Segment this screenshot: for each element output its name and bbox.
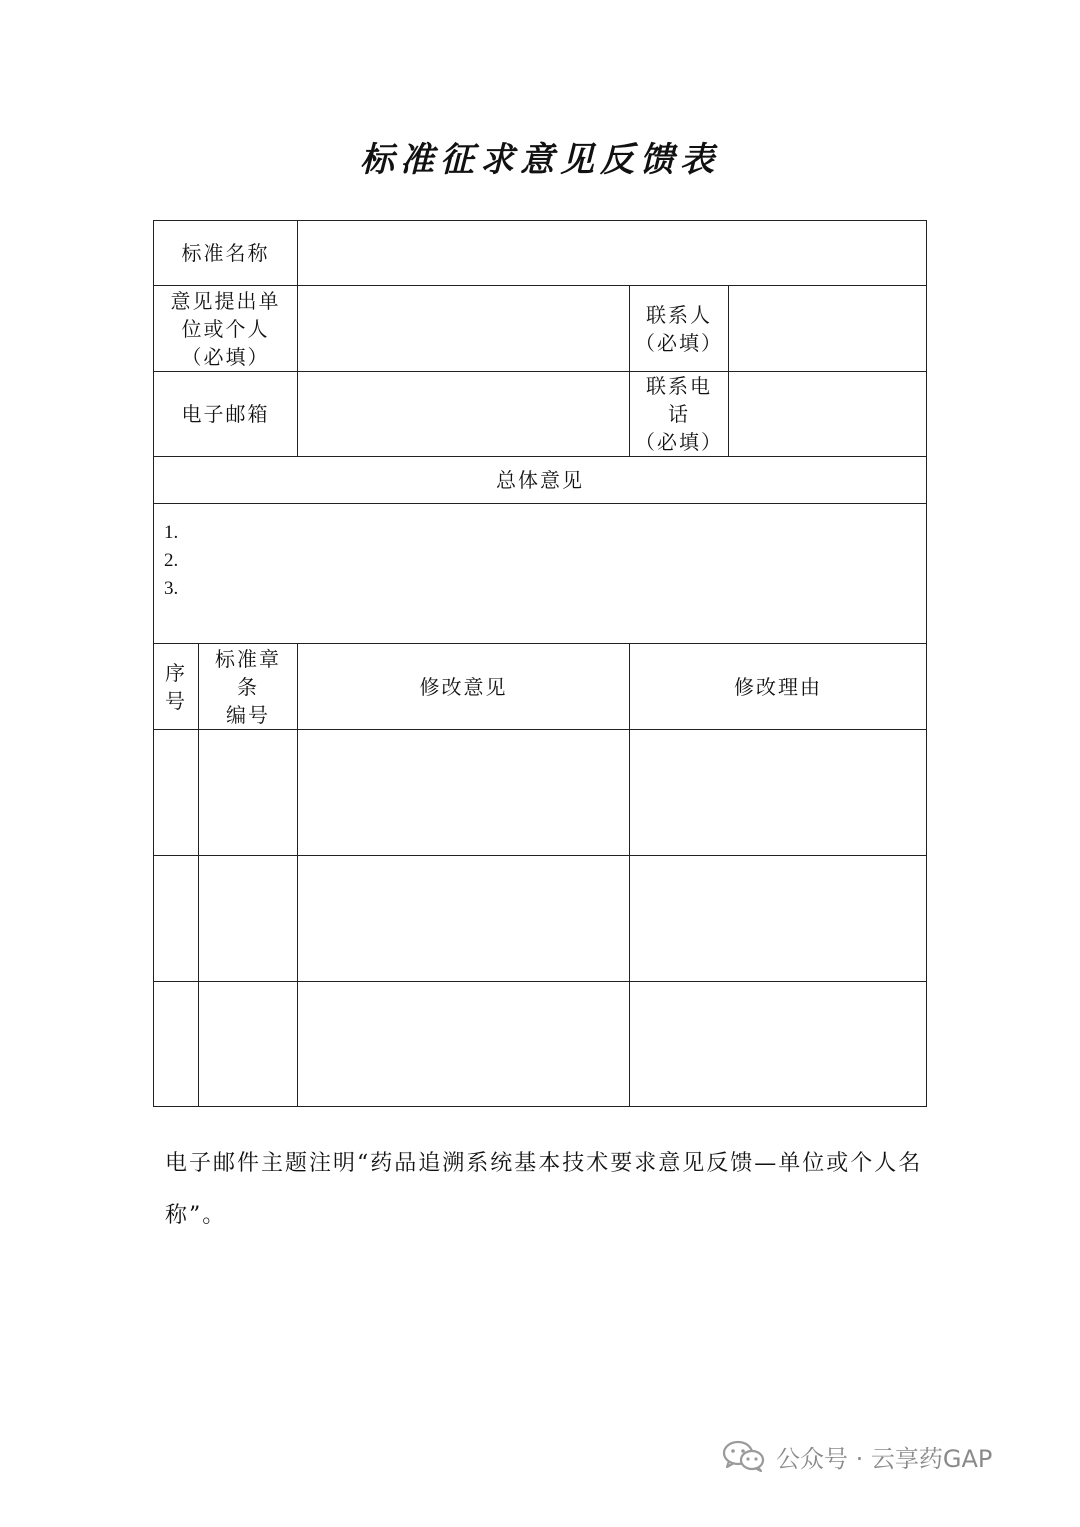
standard-name-label: 标准名称 xyxy=(181,241,270,265)
wechat-icon xyxy=(722,1439,766,1473)
row-2-seq[interactable] xyxy=(154,856,198,981)
row-1-opinion[interactable] xyxy=(298,730,629,855)
watermark xyxy=(722,1436,992,1476)
standard-name-field[interactable] xyxy=(298,221,926,285)
overall-item: 2. xyxy=(164,550,179,571)
row-2-reason[interactable] xyxy=(630,856,926,981)
column-header-clause: 标准章 条 编号 xyxy=(215,646,281,727)
feedback-form xyxy=(153,220,927,1107)
column-header-opinion: 修改意见 xyxy=(419,674,508,699)
submitter-field[interactable] xyxy=(298,286,629,371)
submitter-label: 意见提出单 位或个人 （必填） xyxy=(170,288,281,369)
email-subject-note: 电子邮件主题注明“药品追溯系统基本技术要求意见反馈—单位或个人名称”。 xyxy=(165,1151,923,1228)
row-1-seq[interactable] xyxy=(154,730,198,855)
row-1-clause[interactable] xyxy=(199,730,297,855)
email-field[interactable] xyxy=(298,372,629,456)
row-divider xyxy=(154,503,926,504)
row-2-opinion[interactable] xyxy=(298,856,629,981)
column-header-reason: 修改理由 xyxy=(734,674,822,699)
contact-field[interactable] xyxy=(729,286,926,371)
row-3-seq[interactable] xyxy=(154,982,198,1106)
row-1-reason[interactable] xyxy=(630,730,926,855)
row-3-opinion[interactable] xyxy=(298,982,629,1106)
overall-item: 1. xyxy=(164,522,179,543)
phone-label: 联系电 话 （必填） xyxy=(635,374,723,454)
row-3-clause[interactable] xyxy=(199,982,297,1106)
overall-item: 3. xyxy=(164,578,179,599)
row-3-reason[interactable] xyxy=(630,982,926,1106)
column-header-seq: 序 号 xyxy=(165,660,187,713)
overall-opinion-header: 总体意见 xyxy=(496,468,584,492)
contact-label: 联系人 （必填） xyxy=(635,302,723,355)
overall-opinion-list[interactable] xyxy=(164,519,178,603)
phone-field[interactable] xyxy=(729,372,926,456)
row-2-clause[interactable] xyxy=(199,856,297,981)
email-label: 电子邮箱 xyxy=(181,402,270,426)
page-title: 标准征求意见反馈表 xyxy=(360,140,720,180)
watermark-text: 公众号 · 云享药GAP xyxy=(776,1444,993,1473)
